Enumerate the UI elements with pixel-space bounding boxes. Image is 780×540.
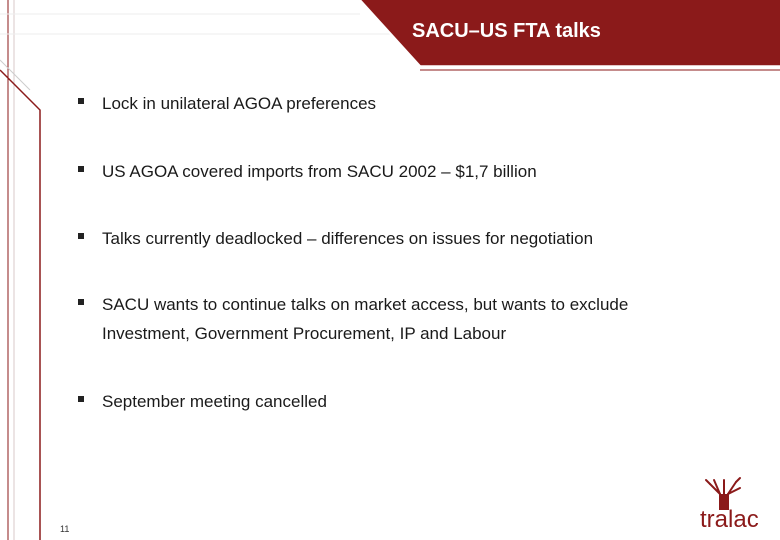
bullet-text: September meeting cancelled — [102, 392, 327, 411]
baobab-tree-icon — [692, 476, 772, 510]
bullet-square-icon — [78, 98, 84, 104]
page-number: 11 — [60, 524, 70, 534]
logo-brand-text: tralac — [700, 506, 759, 533]
corner-diagonal-line — [0, 70, 40, 540]
slide-title: SACU–US FTA talks — [412, 20, 601, 42]
tralac-logo — [692, 476, 772, 536]
bullet-text: Lock in unilateral AGOA preferences — [102, 94, 377, 113]
bullet-text: US AGOA covered imports from SACU 2002 – $1,7 billion — [102, 162, 537, 181]
bullet-square-icon — [78, 233, 84, 239]
bullet-text: Talks currently deadlocked – differences on issues for negotiation — [102, 229, 594, 248]
bullet-text: SACU wants to continue talks on market access, but wants to exclude Investment, Government Procurement, IP and Labour — [102, 295, 629, 343]
bullet-square-icon — [78, 396, 84, 402]
bullet-square-icon — [78, 166, 84, 172]
bullet-square-icon — [78, 299, 84, 305]
